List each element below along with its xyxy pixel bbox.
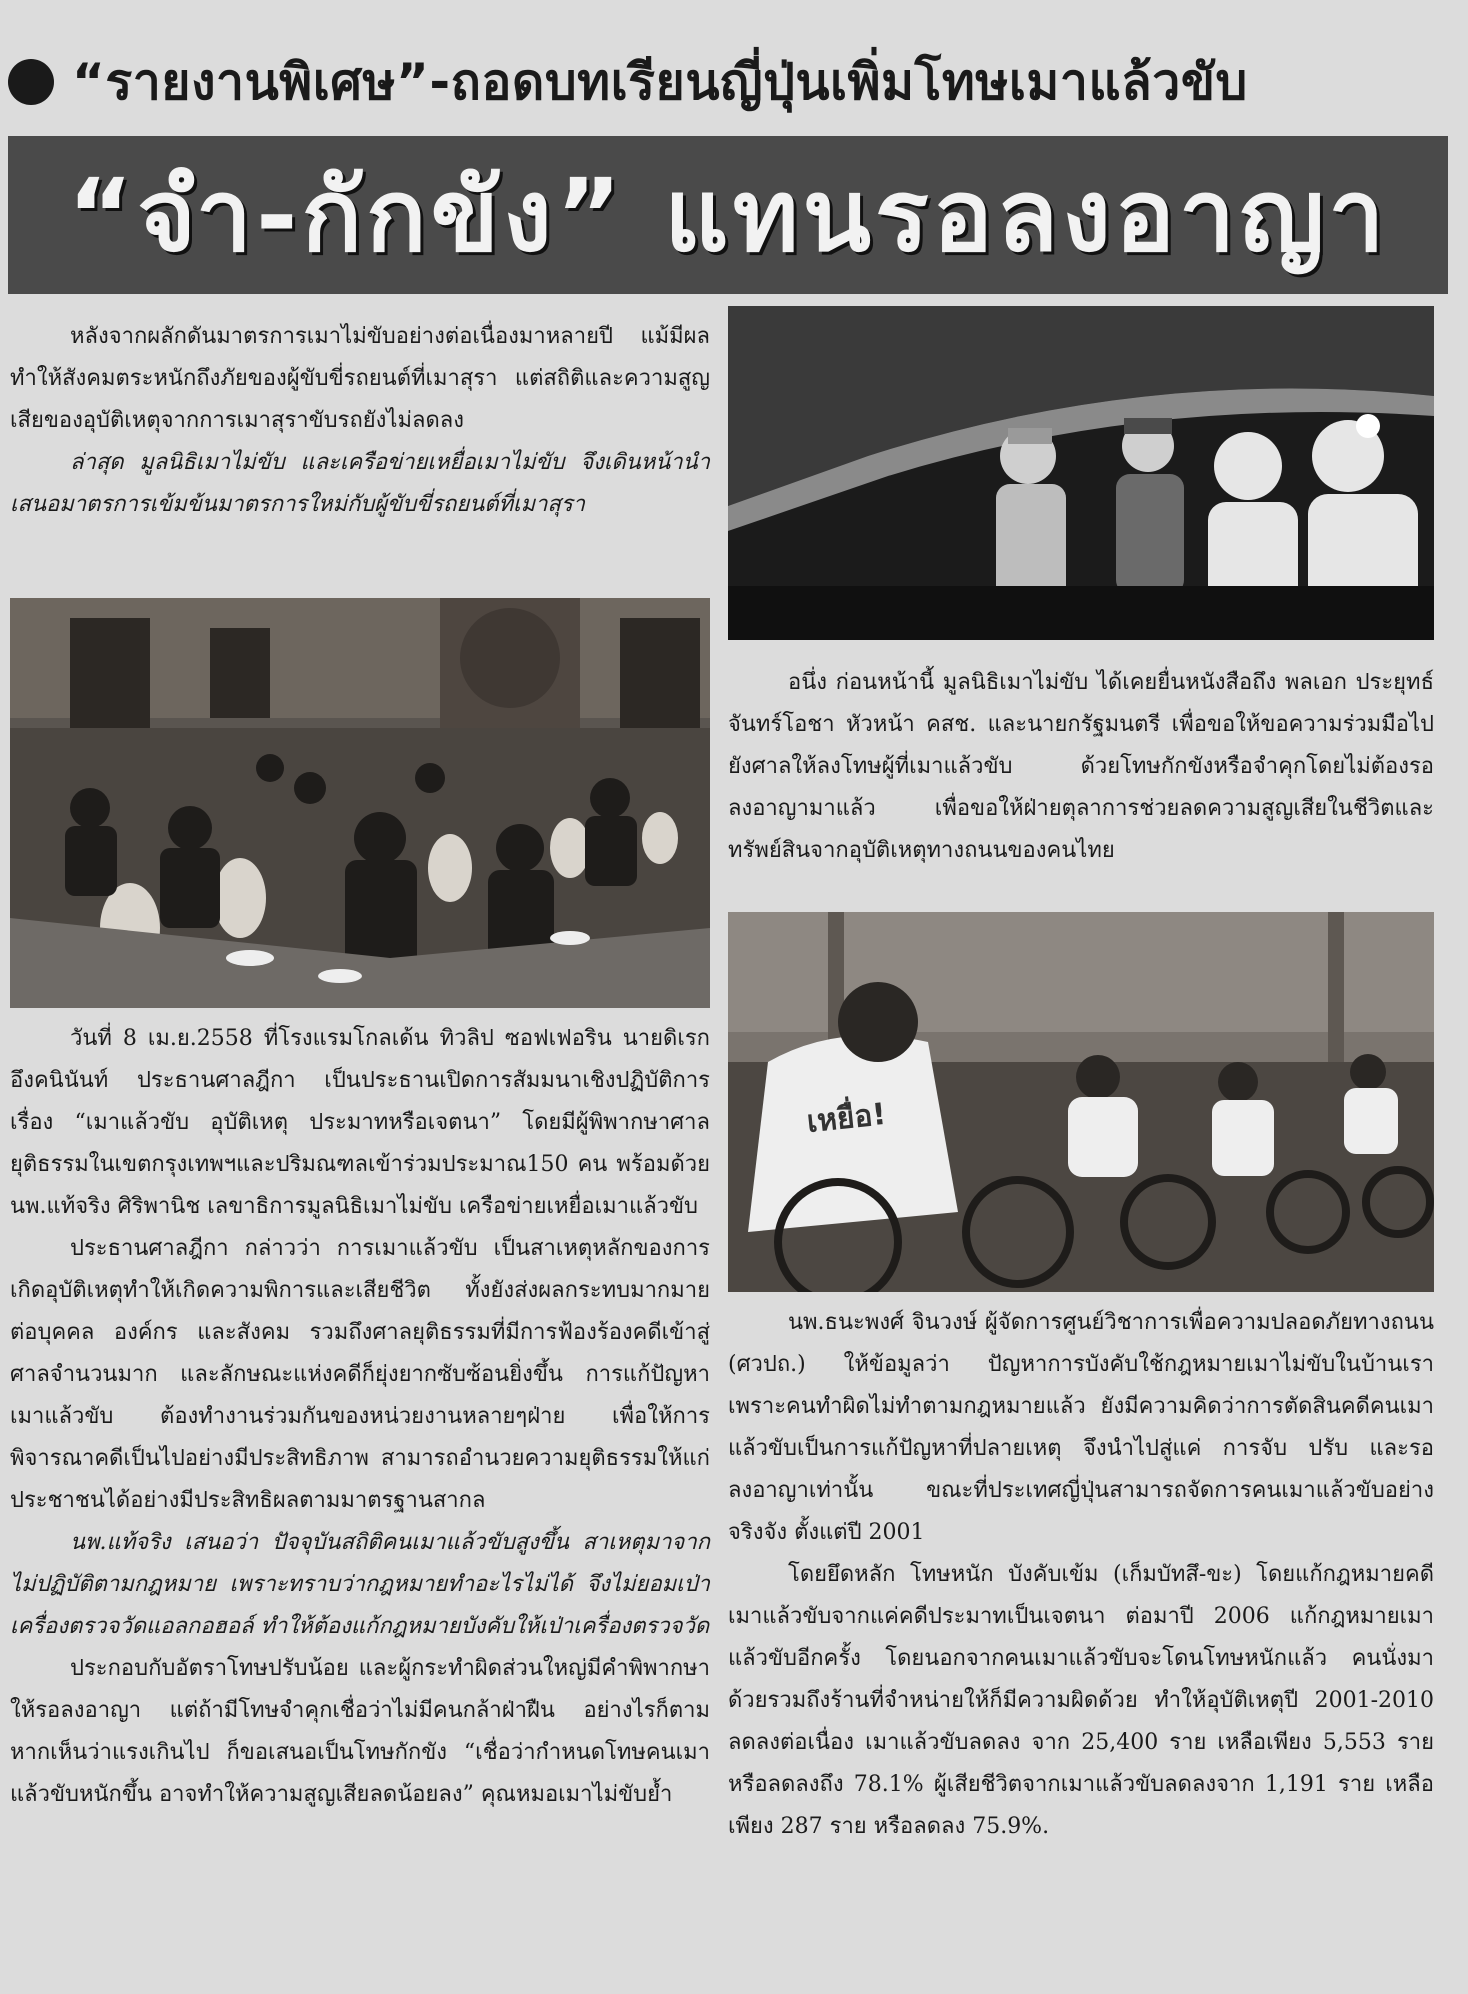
right-para-1: อนึ่ง ก่อนหน้านี้ มูลนิธิเมาไม่ขับ ได้เคยยื่นหนังสือถึง พลเอก ประยุทธ์ จันทร์โอชา หัวหน้า คสช. และนายกรัฐมนตรี เพื่อขอให้ขอความร่วมมือไปยังศาลให้ลงโทษผู้ที่เมาแล้วขับ ด้วยโทษกักขังหรือจำคุกโดยไม่ต้องรอลงอาญามาแล้ว เพื่อขอให้ฝ่ายตุลาการช่วยลดความสูญเสียในชีวิตและทรัพย์สินจากอุบัติเหตุทางถนนของคนไทย xyxy=(728,670,1434,863)
wheelchair-photo-art xyxy=(728,912,1434,1292)
bullet-icon xyxy=(8,59,54,105)
left-para-1: หลังจากผลักดันมาตรการเมาไม่ขับอย่างต่อเนื่องมาหลายปี แม้มีผลทำให้สังคมตระหนักถึงภัยของผู้ขับขี่รถยนต์ที่เมาสุรา แต่สถิติและความสูญเสียของอุบัติเหตุจากการเมาสุราขับรถยังไม่ลดลง xyxy=(10,324,710,433)
left-para-2: ล่าสุด มูลนิธิเมาไม่ขับ และเครือข่ายเหยื่อเมาไม่ขับ จึงเดินหน้านำเสนอมาตรการเข้มข้นมาตรการใหม่กับผู้ขับขี่รถยนต์ที่เมาสุรา xyxy=(10,450,710,517)
left-para-5: นพ.แท้จริง เสนอว่า ปัจจุบันสถิติคนเมาแล้วขับสูงขึ้น สาเหตุมาจากไม่ปฏิบัติตามกฎหมาย เพราะทราบว่ากฎหมายทำอะไรไม่ได้ จึงไม่ยอมเป่าเครื่องตรวจวัดแอลกอฮอล์ ทำให้ต้องแก้กฎหมายบังคับให้เป่าเครื่องตรวจวัด xyxy=(10,1530,710,1639)
checkpoint-photo-art xyxy=(728,306,1434,640)
left-column-top xyxy=(10,316,710,526)
headline: “จำ-กักขัง” แทนรอลงอาญา xyxy=(67,156,1389,274)
left-para-4: ประธานศาลฎีกา กล่าวว่า การเมาแล้วขับ เป็นสาเหตุหลักของการเกิดอุบัติเหตุทำให้เกิดความพิการและเสียชีวิต ทั้งยังส่งผลกระทบมากมายต่อบุคคล องค์กร และสังคม รวมถึงศาลยุติธรรมที่มีการฟ้องร้องคดีเข้าสู่ศาลจำนวนมาก และลักษณะแห่งคดีก็ยุ่งยากซับซ้อนยิ่งขึ้น การแก้ปัญหาเมาแล้วขับ ต้องทำงานร่วมกันของหน่วยงานหลายๆฝ่าย เพื่อให้การพิจารณาคดีเป็นไปอย่างมีประสิทธิภาพ สามารถอำนวยความยุติธรรมให้แก่ประชาชนได้อย่างมีประสิทธิผลตามมาตรฐานสากล xyxy=(10,1236,710,1513)
right-para-2: นพ.ธนะพงศ์ จินวงษ์ ผู้จัดการศูนย์วิชาการเพื่อความปลอดภัยทางถนน (ศวปถ.) ให้ข้อมูลว่า ปัญหาการบังคับใช้กฎหมายเมาไม่ขับในบ้านเรา เพราะคนทำผิดไม่ทำตามกฎหมายแล้ว ยังมีความคิดว่าการตัดสินคดีคนเมาแล้วขับเป็นการแก้ปัญหาที่ปลายเหตุ จึงนำไปสู่แค่ การจับ ปรับ และรอลงอาญาเท่านั้น ขณะที่ประเทศญี่ปุ่นสามารถจัดการคนเมาแล้วขับอย่างจริงจัง ตั้งแต่ปี 2001 xyxy=(728,1310,1434,1545)
seminar-photo xyxy=(10,598,710,1008)
kicker-line xyxy=(8,46,1448,118)
kicker-text: “รายงานพิเศษ”-ถอดบทเรียนญี่ปุ่นเพิ่มโทษเมาแล้วขับ xyxy=(72,52,1248,111)
right-column-bottom xyxy=(728,1302,1434,1848)
right-para-3: โดยยึดหลัก โทษหนัก บังคับเข้ม (เก็มบัทสึ-ขะ) โดยแก้กฎหมายคดีเมาแล้วขับจากแค่คดีประมาทเป็นเจตนา ต่อมาปี 2006 แก้กฎหมายเมาแล้วขับอีกครั้ง โดยนอกจากคนเมาแล้วขับจะโดนโทษหนักแล้ว คนนั่งมาด้วยรวมถึงร้านที่จำหน่ายให้ก็มีความผิดด้วย ทำให้อุบัติเหตุปี 2001-2010 ลดลงต่อเนื่อง เมาแล้วขับลดลง จาก 25,400 ราย เหลือเพียง 5,553 ราย หรือลดลงถึง 78.1% ผู้เสียชีวิตจากเมาแล้วขับลดลงจาก 1,191 ราย เหลือเพียง 287 ราย หรือลดลง 75.9%. xyxy=(728,1562,1434,1839)
left-para-6: ประกอบกับอัตราโทษปรับน้อย และผู้กระทำผิดส่วนใหญ่มีคำพิพากษาให้รอลงอาญา แต่ถ้ามีโทษจำคุกเชื่อว่าไม่มีคนกล้าฝ่าฝืน อย่างไรก็ตาม หากเห็นว่าแรงเกินไป ก็ขอเสนอเป็นโทษกักขัง “เชื่อว่ากำหนดโทษคนเมาแล้วขับหนักขึ้น อาจทำให้ความสูญเสียลดน้อยลง” คุณหมอเมาไม่ขับย้ำ xyxy=(10,1656,710,1807)
wheelchair-photo xyxy=(728,912,1434,1292)
checkpoint-photo xyxy=(728,306,1434,640)
right-column-middle xyxy=(728,662,1434,872)
shirt-lettering: เหยื่อ! xyxy=(805,1096,888,1140)
seminar-photo-art xyxy=(10,598,710,1008)
headline-banner xyxy=(8,136,1448,294)
left-column-bottom xyxy=(10,1018,710,1816)
left-para-3: วันที่ 8 เม.ย.2558 ที่โรงแรมโกลเด้น ทิวลิป ซอฟเฟอริน นายดิเรก อึงคนินันท์ ประธานศาลฎีกา เป็นประธานเปิดการสัมมนาเชิงปฏิบัติการ เรื่อง “เมาแล้วขับ อุบัติเหตุ ประมาทหรือเจตนา” โดยมีผู้พิพากษาศาลยุติธรรมในเขตกรุงเทพฯและปริมณฑลเข้าร่วมประมาณ150 คน พร้อมด้วย นพ.แท้จริง ศิริพานิช เลขาธิการมูลนิธิเมาไม่ขับ เครือข่ายเหยื่อเมาแล้วขับ xyxy=(10,1026,710,1219)
